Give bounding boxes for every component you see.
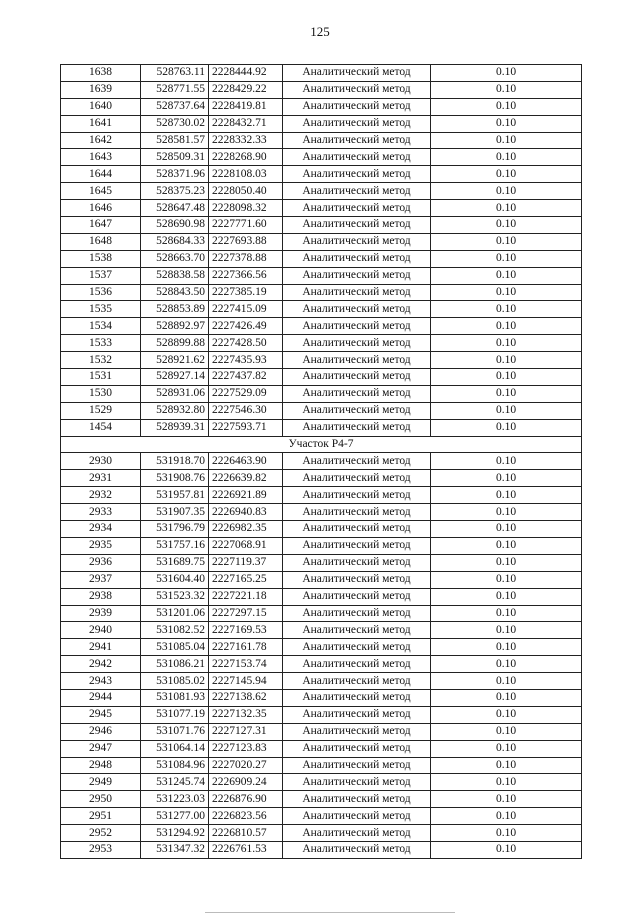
accuracy-cell: 0.10 [431, 521, 582, 538]
method-cell: Аналитический метод [283, 98, 431, 115]
method-cell: Аналитический метод [283, 200, 431, 217]
y-coordinate-cell: 2227437.82 [209, 369, 283, 386]
y-coordinate-cell: 2227378.88 [209, 250, 283, 267]
point-number-cell: 1638 [61, 65, 141, 82]
accuracy-cell: 0.10 [431, 200, 582, 217]
table-row [61, 571, 582, 588]
accuracy-cell: 0.10 [431, 554, 582, 571]
x-coordinate-cell: 531689.75 [141, 554, 209, 571]
table-row [61, 605, 582, 622]
point-number-cell: 2937 [61, 571, 141, 588]
table-row [61, 504, 582, 521]
point-number-cell: 1639 [61, 81, 141, 98]
y-coordinate-cell: 2227127.31 [209, 723, 283, 740]
accuracy-cell: 0.10 [431, 233, 582, 250]
method-cell: Аналитический метод [283, 639, 431, 656]
accuracy-cell: 0.10 [431, 335, 582, 352]
method-cell: Аналитический метод [283, 706, 431, 723]
table-row [61, 65, 582, 82]
y-coordinate-cell: 2227415.09 [209, 301, 283, 318]
x-coordinate-cell: 531085.02 [141, 673, 209, 690]
point-number-cell: 1646 [61, 200, 141, 217]
table-row [61, 757, 582, 774]
table-row [61, 723, 582, 740]
method-cell: Аналитический метод [283, 115, 431, 132]
accuracy-cell: 0.10 [431, 673, 582, 690]
method-cell: Аналитический метод [283, 825, 431, 842]
x-coordinate-cell: 531957.81 [141, 487, 209, 504]
table-row [61, 385, 582, 402]
method-cell: Аналитический метод [283, 588, 431, 605]
x-coordinate-cell: 528927.14 [141, 369, 209, 386]
x-coordinate-cell: 528899.88 [141, 335, 209, 352]
table-row [61, 233, 582, 250]
table-row [61, 673, 582, 690]
y-coordinate-cell: 2227221.18 [209, 588, 283, 605]
point-number-cell: 1647 [61, 217, 141, 234]
method-cell: Аналитический метод [283, 841, 431, 858]
method-cell: Аналитический метод [283, 318, 431, 335]
accuracy-cell: 0.10 [431, 571, 582, 588]
x-coordinate-cell: 531245.74 [141, 774, 209, 791]
method-cell: Аналитический метод [283, 453, 431, 470]
table-row [61, 521, 582, 538]
y-coordinate-cell: 2226940.83 [209, 504, 283, 521]
y-coordinate-cell: 2227138.62 [209, 689, 283, 706]
table-row [61, 622, 582, 639]
table-row [61, 352, 582, 369]
table-row [61, 183, 582, 200]
point-number-cell: 1536 [61, 284, 141, 301]
method-cell: Аналитический метод [283, 791, 431, 808]
y-coordinate-cell: 2227020.27 [209, 757, 283, 774]
x-coordinate-cell: 531064.14 [141, 740, 209, 757]
section-header-row [61, 436, 582, 453]
table-row [61, 689, 582, 706]
accuracy-cell: 0.10 [431, 487, 582, 504]
y-coordinate-cell: 2227693.88 [209, 233, 283, 250]
method-cell: Аналитический метод [283, 571, 431, 588]
method-cell: Аналитический метод [283, 81, 431, 98]
accuracy-cell: 0.10 [431, 740, 582, 757]
accuracy-cell: 0.10 [431, 825, 582, 842]
point-number-cell: 1648 [61, 233, 141, 250]
y-coordinate-cell: 2228432.71 [209, 115, 283, 132]
point-number-cell: 1534 [61, 318, 141, 335]
method-cell: Аналитический метод [283, 301, 431, 318]
x-coordinate-cell: 531907.35 [141, 504, 209, 521]
method-cell: Аналитический метод [283, 689, 431, 706]
x-coordinate-cell: 531757.16 [141, 537, 209, 554]
point-number-cell: 2950 [61, 791, 141, 808]
point-number-cell: 1538 [61, 250, 141, 267]
accuracy-cell: 0.10 [431, 166, 582, 183]
table-row [61, 81, 582, 98]
method-cell: Аналитический метод [283, 656, 431, 673]
x-coordinate-cell: 531223.03 [141, 791, 209, 808]
accuracy-cell: 0.10 [431, 639, 582, 656]
method-cell: Аналитический метод [283, 757, 431, 774]
x-coordinate-cell: 528737.64 [141, 98, 209, 115]
table-row [61, 706, 582, 723]
method-cell: Аналитический метод [283, 487, 431, 504]
x-coordinate-cell: 528371.96 [141, 166, 209, 183]
point-number-cell: 2935 [61, 537, 141, 554]
y-coordinate-cell: 2228108.03 [209, 166, 283, 183]
method-cell: Аналитический метод [283, 217, 431, 234]
x-coordinate-cell: 528932.80 [141, 402, 209, 419]
table-row [61, 301, 582, 318]
table-row [61, 200, 582, 217]
y-coordinate-cell: 2227435.93 [209, 352, 283, 369]
method-cell: Аналитический метод [283, 537, 431, 554]
table-row [61, 250, 582, 267]
table-row [61, 267, 582, 284]
y-coordinate-cell: 2227593.71 [209, 419, 283, 436]
method-cell: Аналитический метод [283, 369, 431, 386]
y-coordinate-cell: 2226823.56 [209, 808, 283, 825]
accuracy-cell: 0.10 [431, 504, 582, 521]
method-cell: Аналитический метод [283, 740, 431, 757]
method-cell: Аналитический метод [283, 65, 431, 82]
table-row [61, 808, 582, 825]
y-coordinate-cell: 2228050.40 [209, 183, 283, 200]
accuracy-cell: 0.10 [431, 301, 582, 318]
x-coordinate-cell: 528921.62 [141, 352, 209, 369]
point-number-cell: 1535 [61, 301, 141, 318]
table-row [61, 284, 582, 301]
point-number-cell: 2941 [61, 639, 141, 656]
x-coordinate-cell: 528684.33 [141, 233, 209, 250]
y-coordinate-cell: 2227771.60 [209, 217, 283, 234]
x-coordinate-cell: 531347.32 [141, 841, 209, 858]
table-row [61, 588, 582, 605]
point-number-cell: 1454 [61, 419, 141, 436]
point-number-cell: 2948 [61, 757, 141, 774]
x-coordinate-cell: 531201.06 [141, 605, 209, 622]
table-row [61, 402, 582, 419]
table-row [61, 217, 582, 234]
y-coordinate-cell: 2227169.53 [209, 622, 283, 639]
x-coordinate-cell: 531084.96 [141, 757, 209, 774]
accuracy-cell: 0.10 [431, 706, 582, 723]
accuracy-cell: 0.10 [431, 284, 582, 301]
y-coordinate-cell: 2228098.32 [209, 200, 283, 217]
accuracy-cell: 0.10 [431, 622, 582, 639]
table-row [61, 791, 582, 808]
point-number-cell: 1530 [61, 385, 141, 402]
x-coordinate-cell: 528663.70 [141, 250, 209, 267]
table-row [61, 740, 582, 757]
accuracy-cell: 0.10 [431, 369, 582, 386]
accuracy-cell: 0.10 [431, 757, 582, 774]
table-row [61, 639, 582, 656]
table-row [61, 825, 582, 842]
accuracy-cell: 0.10 [431, 115, 582, 132]
point-number-cell: 1640 [61, 98, 141, 115]
x-coordinate-cell: 531523.32 [141, 588, 209, 605]
y-coordinate-cell: 2227165.25 [209, 571, 283, 588]
accuracy-cell: 0.10 [431, 470, 582, 487]
accuracy-cell: 0.10 [431, 656, 582, 673]
method-cell: Аналитический метод [283, 723, 431, 740]
y-coordinate-cell: 2227153.74 [209, 656, 283, 673]
accuracy-cell: 0.10 [431, 723, 582, 740]
y-coordinate-cell: 2227366.56 [209, 267, 283, 284]
x-coordinate-cell: 528647.48 [141, 200, 209, 217]
table-row [61, 318, 582, 335]
table-row [61, 115, 582, 132]
x-coordinate-cell: 528939.31 [141, 419, 209, 436]
x-coordinate-cell: 528375.23 [141, 183, 209, 200]
point-number-cell: 2952 [61, 825, 141, 842]
section-title: Участок Р4-7 [61, 436, 582, 453]
method-cell: Аналитический метод [283, 233, 431, 250]
table-row [61, 487, 582, 504]
table-row [61, 132, 582, 149]
point-number-cell: 1529 [61, 402, 141, 419]
y-coordinate-cell: 2227068.91 [209, 537, 283, 554]
point-number-cell: 2939 [61, 605, 141, 622]
table-row [61, 841, 582, 858]
accuracy-cell: 0.10 [431, 402, 582, 419]
method-cell: Аналитический метод [283, 470, 431, 487]
accuracy-cell: 0.10 [431, 774, 582, 791]
table-row [61, 98, 582, 115]
y-coordinate-cell: 2227123.83 [209, 740, 283, 757]
table-row [61, 419, 582, 436]
x-coordinate-cell: 528509.31 [141, 149, 209, 166]
accuracy-cell: 0.10 [431, 183, 582, 200]
x-coordinate-cell: 528892.97 [141, 318, 209, 335]
point-number-cell: 2933 [61, 504, 141, 521]
y-coordinate-cell: 2228332.33 [209, 132, 283, 149]
accuracy-cell: 0.10 [431, 453, 582, 470]
y-coordinate-cell: 2227385.19 [209, 284, 283, 301]
x-coordinate-cell: 531294.92 [141, 825, 209, 842]
y-coordinate-cell: 2228419.81 [209, 98, 283, 115]
x-coordinate-cell: 528853.89 [141, 301, 209, 318]
table-row [61, 656, 582, 673]
y-coordinate-cell: 2226982.35 [209, 521, 283, 538]
point-number-cell: 2940 [61, 622, 141, 639]
table-row [61, 335, 582, 352]
method-cell: Аналитический метод [283, 352, 431, 369]
method-cell: Аналитический метод [283, 605, 431, 622]
accuracy-cell: 0.10 [431, 537, 582, 554]
y-coordinate-cell: 2226761.53 [209, 841, 283, 858]
accuracy-cell: 0.10 [431, 352, 582, 369]
x-coordinate-cell: 531086.21 [141, 656, 209, 673]
method-cell: Аналитический метод [283, 554, 431, 571]
method-cell: Аналитический метод [283, 183, 431, 200]
coordinates-table-body [61, 65, 582, 859]
method-cell: Аналитический метод [283, 149, 431, 166]
x-coordinate-cell: 528838.58 [141, 267, 209, 284]
x-coordinate-cell: 531604.40 [141, 571, 209, 588]
accuracy-cell: 0.10 [431, 791, 582, 808]
accuracy-cell: 0.10 [431, 132, 582, 149]
y-coordinate-cell: 2227145.94 [209, 673, 283, 690]
method-cell: Аналитический метод [283, 673, 431, 690]
table-row [61, 149, 582, 166]
method-cell: Аналитический метод [283, 402, 431, 419]
point-number-cell: 1643 [61, 149, 141, 166]
scan-bottom-line [205, 912, 455, 913]
y-coordinate-cell: 2228444.92 [209, 65, 283, 82]
y-coordinate-cell: 2227297.15 [209, 605, 283, 622]
table-row [61, 554, 582, 571]
x-coordinate-cell: 528581.57 [141, 132, 209, 149]
accuracy-cell: 0.10 [431, 250, 582, 267]
y-coordinate-cell: 2228268.90 [209, 149, 283, 166]
point-number-cell: 2951 [61, 808, 141, 825]
x-coordinate-cell: 531085.04 [141, 639, 209, 656]
accuracy-cell: 0.10 [431, 65, 582, 82]
accuracy-cell: 0.10 [431, 605, 582, 622]
method-cell: Аналитический метод [283, 132, 431, 149]
y-coordinate-cell: 2226463.90 [209, 453, 283, 470]
x-coordinate-cell: 528730.02 [141, 115, 209, 132]
accuracy-cell: 0.10 [431, 98, 582, 115]
y-coordinate-cell: 2228429.22 [209, 81, 283, 98]
accuracy-cell: 0.10 [431, 588, 582, 605]
accuracy-cell: 0.10 [431, 689, 582, 706]
table-row [61, 369, 582, 386]
method-cell: Аналитический метод [283, 808, 431, 825]
point-number-cell: 2943 [61, 673, 141, 690]
point-number-cell: 1537 [61, 267, 141, 284]
method-cell: Аналитический метод [283, 284, 431, 301]
table-row [61, 774, 582, 791]
y-coordinate-cell: 2227119.37 [209, 554, 283, 571]
x-coordinate-cell: 531082.52 [141, 622, 209, 639]
point-number-cell: 2930 [61, 453, 141, 470]
x-coordinate-cell: 531277.00 [141, 808, 209, 825]
accuracy-cell: 0.10 [431, 267, 582, 284]
point-number-cell: 2932 [61, 487, 141, 504]
point-number-cell: 1641 [61, 115, 141, 132]
point-number-cell: 1531 [61, 369, 141, 386]
point-number-cell: 2936 [61, 554, 141, 571]
point-number-cell: 2947 [61, 740, 141, 757]
table-row [61, 470, 582, 487]
accuracy-cell: 0.10 [431, 149, 582, 166]
point-number-cell: 1645 [61, 183, 141, 200]
accuracy-cell: 0.10 [431, 81, 582, 98]
y-coordinate-cell: 2227426.49 [209, 318, 283, 335]
y-coordinate-cell: 2227529.09 [209, 385, 283, 402]
x-coordinate-cell: 531081.93 [141, 689, 209, 706]
method-cell: Аналитический метод [283, 774, 431, 791]
y-coordinate-cell: 2227161.78 [209, 639, 283, 656]
point-number-cell: 2944 [61, 689, 141, 706]
method-cell: Аналитический метод [283, 504, 431, 521]
x-coordinate-cell: 531796.79 [141, 521, 209, 538]
method-cell: Аналитический метод [283, 622, 431, 639]
method-cell: Аналитический метод [283, 335, 431, 352]
y-coordinate-cell: 2226909.24 [209, 774, 283, 791]
x-coordinate-cell: 531918.70 [141, 453, 209, 470]
table-row [61, 537, 582, 554]
point-number-cell: 1644 [61, 166, 141, 183]
point-number-cell: 2942 [61, 656, 141, 673]
x-coordinate-cell: 531077.19 [141, 706, 209, 723]
table-row [61, 453, 582, 470]
accuracy-cell: 0.10 [431, 385, 582, 402]
method-cell: Аналитический метод [283, 267, 431, 284]
method-cell: Аналитический метод [283, 385, 431, 402]
y-coordinate-cell: 2226810.57 [209, 825, 283, 842]
point-number-cell: 1532 [61, 352, 141, 369]
x-coordinate-cell: 528843.50 [141, 284, 209, 301]
method-cell: Аналитический метод [283, 419, 431, 436]
x-coordinate-cell: 531908.76 [141, 470, 209, 487]
point-number-cell: 2934 [61, 521, 141, 538]
point-number-cell: 2953 [61, 841, 141, 858]
point-number-cell: 1533 [61, 335, 141, 352]
page-number: 125 [310, 24, 330, 39]
method-cell: Аналитический метод [283, 521, 431, 538]
x-coordinate-cell: 531071.76 [141, 723, 209, 740]
y-coordinate-cell: 2227132.35 [209, 706, 283, 723]
x-coordinate-cell: 528771.55 [141, 81, 209, 98]
method-cell: Аналитический метод [283, 250, 431, 267]
y-coordinate-cell: 2226921.89 [209, 487, 283, 504]
x-coordinate-cell: 528763.11 [141, 65, 209, 82]
method-cell: Аналитический метод [283, 166, 431, 183]
point-number-cell: 2945 [61, 706, 141, 723]
coordinates-table [60, 64, 582, 859]
accuracy-cell: 0.10 [431, 217, 582, 234]
point-number-cell: 1642 [61, 132, 141, 149]
accuracy-cell: 0.10 [431, 808, 582, 825]
point-number-cell: 2931 [61, 470, 141, 487]
x-coordinate-cell: 528690.98 [141, 217, 209, 234]
point-number-cell: 2938 [61, 588, 141, 605]
point-number-cell: 2949 [61, 774, 141, 791]
table-row [61, 166, 582, 183]
x-coordinate-cell: 528931.06 [141, 385, 209, 402]
y-coordinate-cell: 2226876.90 [209, 791, 283, 808]
accuracy-cell: 0.10 [431, 318, 582, 335]
y-coordinate-cell: 2227546.30 [209, 402, 283, 419]
point-number-cell: 2946 [61, 723, 141, 740]
accuracy-cell: 0.10 [431, 419, 582, 436]
y-coordinate-cell: 2226639.82 [209, 470, 283, 487]
y-coordinate-cell: 2227428.50 [209, 335, 283, 352]
accuracy-cell: 0.10 [431, 841, 582, 858]
